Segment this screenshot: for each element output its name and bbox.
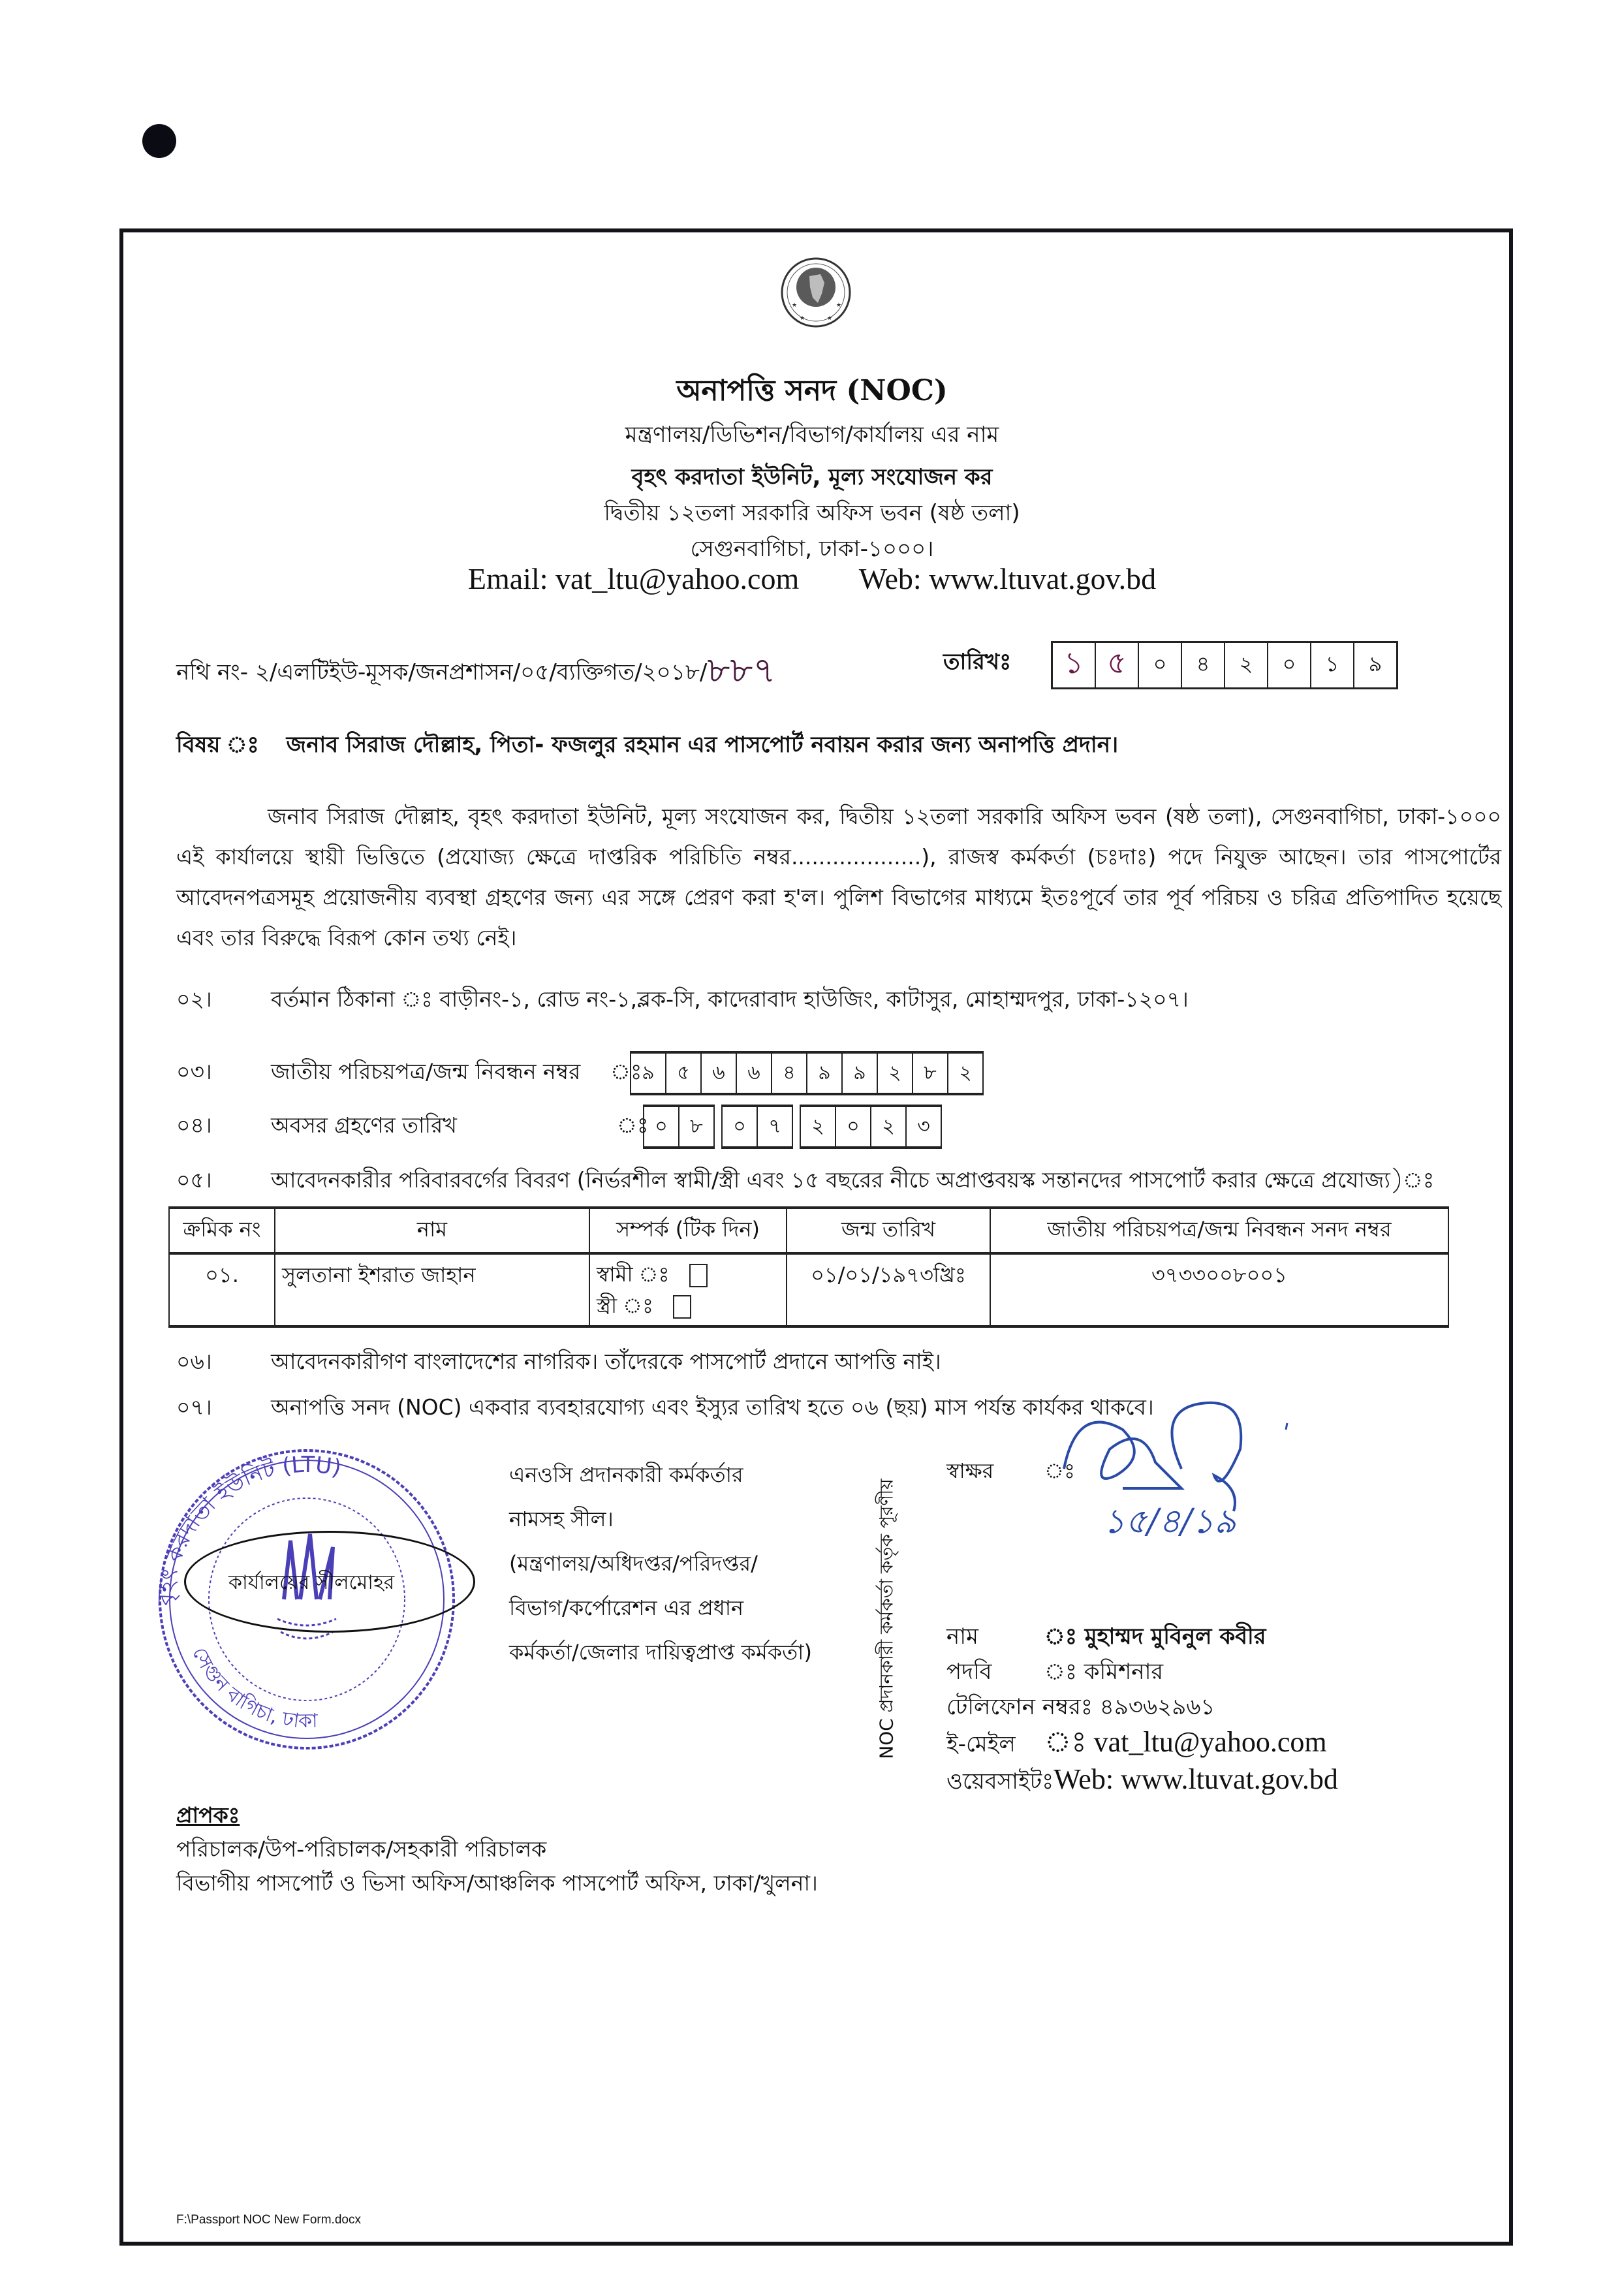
svg-text:★: ★ <box>792 302 798 309</box>
nid-digit-box: ৯ <box>843 1054 878 1093</box>
officer-name-label: নাম <box>946 1623 979 1650</box>
officer-email: ঃ vat_ltu@yahoo.com <box>1044 1726 1327 1758</box>
cell-nid: ৩৭৩৩০০৮০০১ <box>990 1253 1448 1326</box>
date-boxes <box>1051 641 1398 689</box>
ministry-line: মন্ত্রণালয়/ডিভিশন/বিভাগ/কার্যালয় এর নাম <box>625 422 999 448</box>
col-nid: জাতীয় পরিচয়পত্র/জন্ম নিবন্ধন সনদ নম্বর <box>990 1208 1448 1253</box>
date-digit-box: ৯ <box>1368 651 1382 676</box>
item-address <box>176 982 1189 1019</box>
nid-label: জাতীয় পরিচয়পত্র/জন্ম নিবন্ধন নম্বর <box>271 1059 581 1084</box>
item-nid <box>176 1051 984 1095</box>
col-relation: সম্পর্ক (টিক দিন) <box>589 1208 787 1253</box>
reference-handwritten: ৮৮৭ <box>707 650 776 691</box>
date-digit-box: ২ <box>1225 643 1268 687</box>
item-number: ০৪। <box>176 1112 212 1138</box>
address-line-1: দ্বিতীয় ১২তলা সরকারি অফিস ভবন (ষষ্ঠ তলা) <box>604 500 1020 526</box>
seal-label: কার্যালয়ের সীলমোহর <box>228 1571 395 1594</box>
footer-file-path: F:\Passport NOC New Form.docx <box>176 2213 361 2227</box>
contact-line <box>0 561 1624 596</box>
retirement-digit-box: ০ <box>644 1107 679 1146</box>
nid-digit-box: ৬ <box>702 1054 737 1093</box>
nid-digit-box: ৬ <box>737 1054 772 1093</box>
noc-giver-line: কর্মকর্তা/জেলার দায়িত্বপ্রাপ্ত কর্মকর্তা) <box>509 1640 812 1665</box>
item-citizen <box>176 1345 941 1381</box>
relation-husband-label: স্বামী ঃ <box>597 1262 670 1287</box>
office-name: বৃহৎ করদাতা ইউনিট, মূল্য সংযোজন কর <box>631 464 993 490</box>
cell-relation <box>589 1253 787 1326</box>
nid-digit-box: ৪ <box>772 1054 807 1093</box>
retirement-digit-box: ২ <box>871 1107 907 1146</box>
nid-digit-box: ২ <box>878 1054 913 1093</box>
husband-checkbox[interactable] <box>689 1264 708 1287</box>
retirement-colon: ঃ <box>617 1112 649 1138</box>
nid-digit-box: ৮ <box>913 1054 948 1093</box>
retirement-digit-box: ০ <box>836 1107 871 1146</box>
subject-text: জনাব সিরাজ দৌল্লাহ, পিতা- ফজলুর রহমান এর পাসপোর্ট নবায়ন করার জন্য অনাপত্তি প্রদান। <box>286 732 1119 758</box>
noc-giver-line: এনওসি প্রদানকারী কর্মকর্তার <box>509 1462 743 1487</box>
officer-phone: টেলিফোন নম্বরঃ ৪৯৩৬২৯৬১ <box>946 1694 1215 1720</box>
officer-details <box>946 1619 1338 1799</box>
subject-label: বিষয় ঃ <box>176 732 259 758</box>
retirement-digit-box: ৮ <box>679 1107 715 1146</box>
date-label: তারিখঃ <box>943 649 1012 675</box>
wife-checkbox[interactable] <box>673 1295 691 1319</box>
date-digit-box: ০ <box>1139 643 1182 687</box>
header-email: Email: vat_ltu@yahoo.com <box>467 562 800 595</box>
nid-digit-box: ৯ <box>631 1054 666 1093</box>
stamp-text-bottom: সেগুন বাগিচা, ঢাকা <box>187 1643 318 1733</box>
address-line-2: সেগুনবাগিচা, ঢাকা-১০০০। <box>690 536 934 562</box>
reference-printed: নথি নং- ২/এলটিইউ-মূসক/জনপ্রশাসন/০৫/ব্যক্তিগত/২০১৮/ <box>176 659 708 685</box>
col-serial: ক্রমিক নং <box>169 1208 275 1253</box>
officer-name: ঃ মুহাম্মদ মুবিনুল কবীর <box>1044 1623 1266 1650</box>
signature-date: ১৫/৪/১৯ <box>1103 1502 1236 1541</box>
recipient-line-2: বিভাগীয় পাসপোর্ট ও ভিসা অফিস/আঞ্চলিক পাসপোর্ট অফিস, ঢাকা/খুলনা। <box>176 1870 818 1896</box>
government-emblem-icon <box>780 247 852 338</box>
table-row <box>169 1253 1448 1326</box>
retirement-label: অবসর গ্রহণের তারিখ <box>271 1112 457 1138</box>
header-web: Web: www.ltuvat.gov.bd <box>858 562 1157 595</box>
item-number: ০৩। <box>176 1059 212 1084</box>
nid-digit-boxes <box>630 1051 984 1095</box>
item-retirement <box>176 1105 948 1149</box>
officer-designation-label: পদবি <box>946 1659 992 1685</box>
svg-text:সেগুন বাগিচা, ঢাকা <box>187 1644 319 1733</box>
officer-designation: ঃ কমিশনার <box>1044 1659 1164 1685</box>
retirement-digit-box: ০ <box>723 1107 758 1146</box>
officer-website: Web: www.ltuvat.gov.bd <box>1054 1763 1338 1795</box>
noc-giver-line: নামসহ সীল। <box>509 1507 614 1531</box>
col-name: নাম <box>275 1208 589 1253</box>
vertical-note <box>868 1469 907 1769</box>
item-validity <box>176 1390 1154 1427</box>
date-digit-box: ৫ <box>1096 643 1139 687</box>
noc-giver-line: বিভাগ/কর্পোরেশন এর প্রধান <box>509 1595 744 1620</box>
item-family <box>176 1163 1434 1200</box>
punch-hole-mark <box>142 124 176 158</box>
nid-digit-box: ৯ <box>807 1054 843 1093</box>
relation-wife-label: স্ত্রী ঃ <box>597 1293 654 1318</box>
cell-serial: ০১. <box>169 1253 275 1326</box>
document-title: অনাপত্তি সনদ (NOC) <box>676 374 948 407</box>
noc-giver-line: (মন্ত্রণালয়/অধিদপ্তর/পরিদপ্তর/ <box>509 1551 758 1576</box>
officer-website-label: ওয়েবসাইটঃ <box>946 1768 1054 1795</box>
signature-colon: ঃ <box>1044 1458 1076 1483</box>
retirement-digit-box: ৭ <box>758 1107 793 1146</box>
date-digit-box: ১ <box>1053 643 1096 687</box>
col-dob: জন্ম তারিখ <box>787 1208 990 1253</box>
svg-text:★: ★ <box>836 302 842 309</box>
item-number: ০২। <box>176 986 212 1012</box>
date-digit-box: ৪ <box>1182 643 1225 687</box>
reference-number <box>176 643 776 702</box>
recipient-line-1: পরিচালক/উপ-পরিচালক/সহকারী পরিচালক <box>176 1836 547 1862</box>
officer-email-label: ই-মেইল <box>946 1731 1016 1757</box>
signature-label: স্বাক্ষর <box>946 1458 994 1483</box>
item-number: ০৬। <box>176 1349 212 1374</box>
vertical-note-text: NOC প্রদানকারী কর্মকর্তা কর্তৃক পূরণীয় <box>875 1479 898 1759</box>
cell-name: সুলতানা ইশরাত জাহান <box>275 1253 589 1326</box>
svg-text:★: ★ <box>800 315 805 322</box>
nid-digit-box: ৫ <box>666 1054 702 1093</box>
subject-line <box>176 728 1118 765</box>
date-digit-box: ১ <box>1311 643 1354 687</box>
item-text: অনাপত্তি সনদ (NOC) একবার ব্যবহারযোগ্য এবং ইস্যুর তারিখ হতে ০৬ (ছয়) মাস পর্যন্ত কার্যকর থাকবে। <box>271 1394 1154 1420</box>
retirement-year-boxes <box>800 1105 942 1149</box>
recipient-heading: প্রাপকঃ <box>176 1802 240 1828</box>
item-number: ০৭। <box>176 1394 212 1420</box>
cell-dob: ০১/০১/১৯৭৩খ্রিঃ <box>787 1253 990 1326</box>
retirement-digit-box: ২ <box>801 1107 836 1146</box>
item-text: আবেদনকারীর পরিবারবর্গের বিবরণ (নির্ভরশীল স্বামী/স্ত্রী এবং ১৫ বছরের নীচে অপ্রাপ্তবয়স্ক সন্তানদের পাসপোর্ট করার ক্ষেত্রে প্রযোজ্য)ঃ <box>271 1167 1435 1193</box>
nid-digit-box: ২ <box>948 1054 984 1093</box>
retirement-digit-box: ৩ <box>907 1107 942 1146</box>
body-paragraph: জনাব সিরাজ দৌল্লাহ, বৃহৎ করদাতা ইউনিট, মূল্য সংযোজন কর, দ্বিতীয় ১২তলা সরকারি অফিস ভবন (ষষ্ঠ তলা), সেগুনবাগিচা, ঢাকা-১০০০ এই কার্যালয়ে স্থায়ী ভিত্তিতে (প্রযোজ্য ক্ষেত্রে দাপ্তরিক পরিচিতি নম্বর...................), রাজস্ব কর্মকর্তা (চঃদাঃ) পদে নিযুক্ত আছেন। তার পাসপোর্টের আবেদনপত্রসমূহ প্রয়োজনীয় ব্যবস্থা গ্রহণের জন্য এর সঙ্গে প্রেরণ করা হ'ল। পুলিশ বিভাগের মাধ্যমে ইতঃপূর্বে তার পূর্ব পরিচয় ও চরিত্র প্রতিপাদিত হয়েছে এবং তার বিরুদ্ধে বিরূপ কোন তথ্য নেই। <box>176 804 1501 950</box>
svg-text:★: ★ <box>827 315 833 322</box>
noc-giver-block <box>509 1452 812 1674</box>
date-digit-box: ০ <box>1268 643 1311 687</box>
nid-colon: ঃ <box>610 1059 642 1084</box>
retirement-month-boxes <box>721 1105 793 1149</box>
stamp-text-top: বৃহৎ করদাতা ইউনিট (LTU) <box>152 1451 344 1607</box>
item-number: ০৫। <box>176 1167 212 1193</box>
family-table-header <box>169 1208 1448 1253</box>
retirement-day-boxes <box>643 1105 715 1149</box>
item-text: আবেদনকারীগণ বাংলাদেশের নাগরিক। তাঁদেরকে পাসপোর্ট প্রদানে আপত্তি নাই। <box>271 1349 941 1374</box>
recipient-block <box>176 1798 818 1900</box>
item-text: বর্তমান ঠিকানা ঃ বাড়ীনং-১, রোড নং-১,ব্লক-সি, কাদেরাবাদ হাউজিং, কাটাসুর, মোহাম্মদপুর, ঢাকা-১২০৭। <box>271 986 1189 1012</box>
family-table <box>168 1206 1449 1328</box>
